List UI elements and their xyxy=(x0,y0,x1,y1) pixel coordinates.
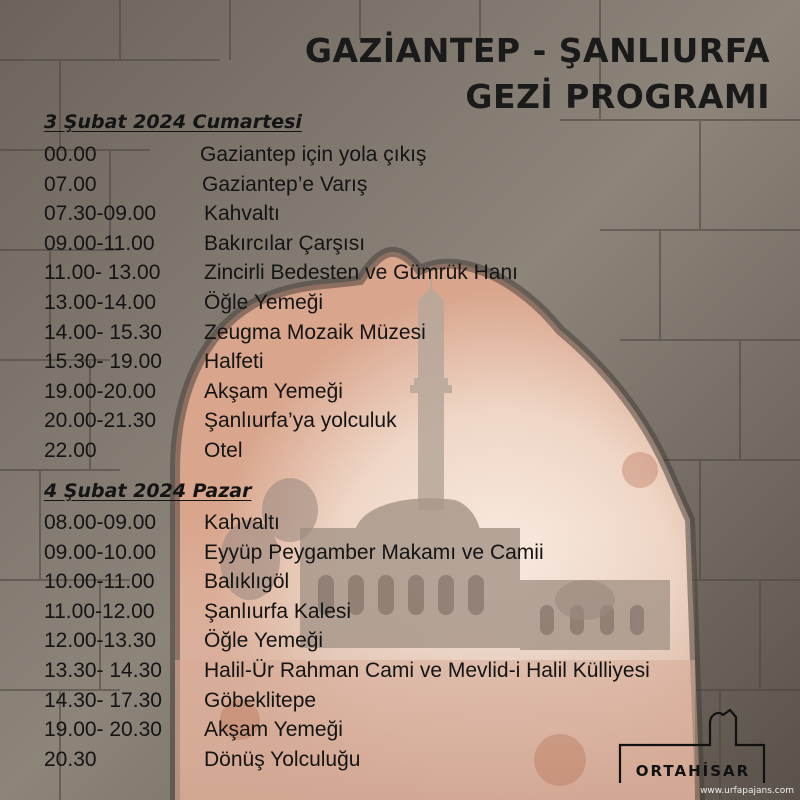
schedule-activity: Eyyüp Peygamber Makamı ve Camii xyxy=(204,540,544,564)
schedule-time: 14.00- 15.30 xyxy=(44,320,162,344)
schedule-activity: Akşam Yemeği xyxy=(204,379,343,403)
day2-heading: 4 Şubat 2024 Pazar xyxy=(44,480,252,502)
schedule-time: 19.00- 20.30 xyxy=(44,718,162,742)
schedule-activity: Akşam Yemeği xyxy=(204,718,343,742)
schedule-time: 09.00-10.00 xyxy=(44,540,157,564)
schedule-time: 19.00-20.00 xyxy=(44,379,157,403)
schedule-time: 12.00-13.30 xyxy=(44,629,157,653)
ortahisar-logo xyxy=(618,705,768,785)
schedule-time: 07.30-09.00 xyxy=(44,202,157,226)
schedule-activity: Öğle Yemeği xyxy=(204,290,324,314)
schedule-time: 20.30 xyxy=(44,747,97,771)
schedule-activity: Zeugma Mozaik Müzesi xyxy=(204,320,426,344)
schedule-activity: Zincirli Bedesten ve Gümrük Hanı xyxy=(204,261,518,285)
title-line-2: GEZİ PROGRAMI xyxy=(465,77,770,116)
schedule-time: 11.00-12.00 xyxy=(44,599,155,623)
schedule-activity: Halil-Ür Rahman Cami ve Mevlid-i Halil Külliyesi xyxy=(204,658,650,682)
schedule-time: 13.00-14.00 xyxy=(44,290,157,314)
schedule-time: 11.00- 13.00 xyxy=(44,261,161,285)
schedule-activity: Göbeklitepe xyxy=(204,688,317,712)
schedule-time: 13.30- 14.30 xyxy=(44,658,162,682)
schedule-activity: Gaziantep’e Varış xyxy=(202,172,368,196)
page-title xyxy=(305,28,770,120)
schedule-activity: Kahvaltı xyxy=(204,202,280,226)
schedule-activity: Şanlıurfa Kalesi xyxy=(204,599,352,623)
schedule-activity: Dönüş Yolculuğu xyxy=(204,747,361,771)
schedule-time: 15.30- 19.00 xyxy=(44,350,162,374)
title-line-1: GAZİANTEP - ŞANLIURFA xyxy=(304,31,770,70)
schedule-time: 09.00-11.00 xyxy=(44,231,155,255)
schedule-activity: Gaziantep için yola çıkış xyxy=(200,143,427,166)
watermark: www.urfapajans.com xyxy=(700,786,794,796)
schedule-time: 07.00 xyxy=(44,172,97,196)
schedule-activity: Halfeti xyxy=(204,350,264,374)
schedule-activity: Otel xyxy=(204,438,243,462)
schedule-activity: Kahvaltı xyxy=(204,511,280,534)
schedule-activity: Öğle Yemeği xyxy=(204,629,324,653)
schedule-activity: Bakırcılar Çarşısı xyxy=(204,231,366,255)
logo-text: ORTAHİSAR xyxy=(635,762,751,780)
schedule-activity: Şanlıurfa’ya yolculuk xyxy=(204,409,397,433)
schedule-time: 22.00 xyxy=(44,438,97,462)
day1-heading: 3 Şubat 2024 Cumartesi xyxy=(44,111,302,133)
schedule-time: 08.00-09.00 xyxy=(44,511,157,534)
schedule-time: 10.00-11.00 xyxy=(44,570,155,594)
schedule-time: 20.00-21.30 xyxy=(44,409,157,433)
schedule-time: 00.00 xyxy=(44,143,97,166)
schedule-activity: Balıklıgöl xyxy=(204,570,290,594)
schedule-time: 14.30- 17.30 xyxy=(44,688,162,712)
